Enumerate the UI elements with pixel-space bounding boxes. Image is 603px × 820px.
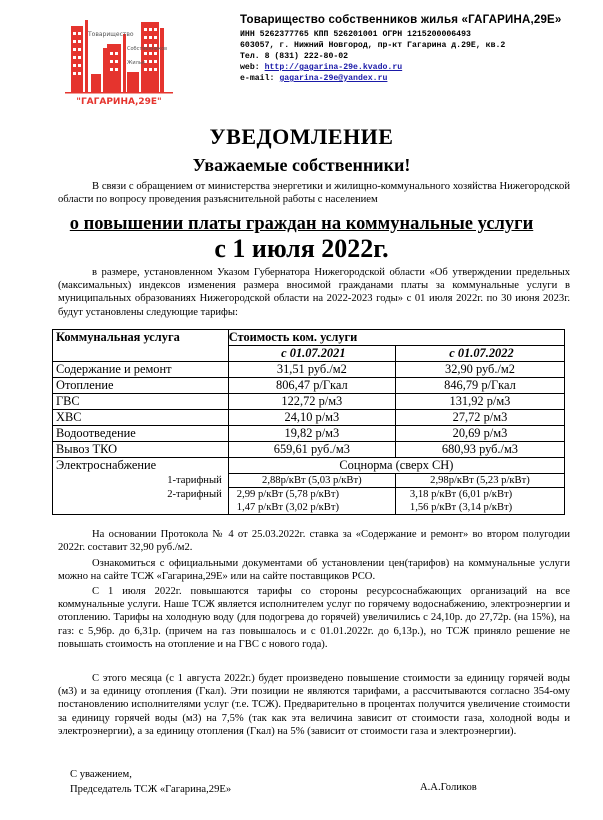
table-row-electricity bbox=[53, 458, 565, 474]
electricity-note: Соцнорма (сверх СН) bbox=[228, 458, 564, 474]
august-text: С этого месяца (с 1 августа 2022г.) будет произведено повышение стоимости за единицу горячей воды (м3) и за единицу отопления (Гкал). Эти позиции не являются тарифами, а рассчитываются согласно 354-ому постановлению исполнителями услуг (т.е. ТСЖ). Предварительно в процентах получится увеличение стоимости за единицу горячей воды (м3) на 7,5% (так как эта величина зависит от стоимости газа, холодной воды и электроэнергии), а за единицу отопления (Гкал) на 5% (зависит от стоимости газа и электроэнергии). bbox=[58, 673, 570, 737]
documents-text: Ознакомиться с официальными документами об установлении цен(тарифов) на коммунальные услуги можно на сайте ТСЖ «Гагарина,29Е» или на сайте поставщиков РСО. bbox=[58, 558, 570, 583]
tariff2-night-2022: 1,56 р/кВт (3,14 р/кВт) bbox=[409, 502, 513, 513]
signature-regards: С уважением, bbox=[70, 769, 132, 780]
organization-ids: ИНН 5262377765 КПП 526201001 ОГРН 1215200006493 bbox=[240, 30, 471, 39]
tariff-2022: 846,79 р/Гкал bbox=[395, 378, 564, 394]
subject-heading: о повышении платы граждан на коммунальные услуги bbox=[69, 214, 534, 234]
tariff-2022: 27,72 р/м3 bbox=[395, 410, 564, 426]
tariff-table bbox=[52, 329, 565, 515]
increase-paragraph bbox=[58, 585, 570, 651]
table-row bbox=[53, 362, 565, 378]
logo-mid-text: Собственников bbox=[127, 46, 168, 52]
service-name: Вывоз ТКО bbox=[53, 442, 229, 458]
email-link[interactable]: gagarina-29e@yandex.ru bbox=[279, 74, 388, 83]
web-label: web: bbox=[240, 63, 260, 72]
tariff2-2022 bbox=[395, 488, 564, 515]
table-row bbox=[53, 378, 565, 394]
organization-address: 603057, г. Нижний Новгород, пр-кт Гагарина д.29Е, кв.2 bbox=[240, 41, 506, 50]
table-row-tariff1 bbox=[53, 474, 565, 488]
website-link[interactable]: http://gagarina-29e.kvado.ru bbox=[264, 63, 403, 72]
table-row bbox=[53, 410, 565, 426]
logo-bottom-text: Жилья bbox=[127, 60, 145, 66]
hoa-logo bbox=[63, 14, 175, 106]
tariff-2022: 32,90 руб./м2 bbox=[395, 362, 564, 378]
service-name: Содержание и ремонт bbox=[53, 362, 229, 378]
web-line bbox=[240, 62, 590, 73]
table-row bbox=[53, 394, 565, 410]
column-header-cost: Стоимость ком. услуги bbox=[228, 330, 564, 346]
decree-text: в размере, установленном Указом Губернатора Нижегородской области «Об утверждении предельных (максимальных) индексов изменения размера вносимой гражданами платы за коммунальные услуги в муниципальных образованиях Нижегородской области на 2022-2023 годы» с 01 июля 2022г. по 30 июня 2023г. будут установлены следующие тарифы: bbox=[58, 267, 570, 318]
signature-block bbox=[70, 767, 231, 797]
tariff-2021: 31,51 руб./м2 bbox=[228, 362, 395, 378]
documents-paragraph bbox=[58, 557, 570, 583]
tariff2-night-2021: 1,47 р/кВт (3,02 р/кВт) bbox=[236, 502, 340, 513]
tariff1-2021: 2,88р/кВт (5,03 р/кВт) bbox=[228, 474, 395, 488]
email-line bbox=[240, 73, 590, 84]
tariff-2022: 20,69 р/м3 bbox=[395, 426, 564, 442]
email-label: e-mail: bbox=[240, 74, 275, 83]
table-row-tariff2 bbox=[53, 488, 565, 515]
tariff-2022: 131,92 р/м3 bbox=[395, 394, 564, 410]
decree-paragraph bbox=[58, 266, 570, 319]
table-row bbox=[53, 426, 565, 442]
column-header-2022: с 01.07.2022 bbox=[395, 346, 564, 362]
organization-name: Товарищество собственников жилья «ГАГАРИНА,29Е» bbox=[240, 14, 562, 26]
tariff-2021: 806,47 р/Гкал bbox=[228, 378, 395, 394]
intro-text: В связи с обращением от министерства энергетики и жилищно-коммунального хозяйства Нижегородской области по вопросу проведения разъяснительной работы с населением bbox=[58, 181, 570, 206]
logo-top-text: Товарищество bbox=[88, 31, 134, 38]
logo-name: "ГАГАРИНА,29Е" bbox=[76, 97, 162, 106]
table-row bbox=[53, 442, 565, 458]
column-header-service: Коммунальная услуга bbox=[53, 330, 229, 362]
tariff2-label: 2-тарифный bbox=[53, 488, 229, 515]
service-name: Электроснабжение bbox=[53, 458, 229, 474]
signature-position: Председатель ТСЖ «Гагарина,29Е» bbox=[70, 784, 232, 795]
organization-phone: Тел. 8 (831) 222-80-02 bbox=[240, 52, 349, 61]
tariff-2021: 122,72 р/м3 bbox=[228, 394, 395, 410]
tariff-2022: 680,93 руб./м3 bbox=[395, 442, 564, 458]
august-paragraph bbox=[58, 672, 570, 738]
tariff1-label: 1-тарифный bbox=[53, 474, 229, 488]
signature-name: А.А.Голиков bbox=[420, 782, 477, 793]
service-name: Отопление bbox=[53, 378, 229, 394]
greeting-heading: Уважаемые собственники! bbox=[192, 155, 411, 175]
protocol-text: На основании Протокола № 4 от 25.03.2022г. ставка за «Содержание и ремонт» во втором полугодии 2022г. составит 32,90 руб./м2. bbox=[58, 529, 570, 554]
notice-title: УВЕДОМЛЕНИЕ bbox=[209, 124, 394, 149]
tariff1-2022: 2,98р/кВт (5,23 р/кВт) bbox=[395, 474, 564, 488]
tariff-2021: 659,61 руб./м3 bbox=[228, 442, 395, 458]
intro-paragraph bbox=[58, 180, 570, 206]
tariff-2021: 24,10 р/м3 bbox=[228, 410, 395, 426]
protocol-paragraph bbox=[58, 528, 570, 554]
organization-header bbox=[240, 14, 590, 84]
service-name: ГВС bbox=[53, 394, 229, 410]
tariff2-day-2022: 3,18 р/кВт (6,01 р/кВт) bbox=[409, 489, 513, 500]
tariff2-2021 bbox=[228, 488, 395, 515]
tariff2-day-2021: 2,99 р/кВт (5,78 р/кВт) bbox=[236, 489, 340, 500]
tariff-2021: 19,82 р/м3 bbox=[228, 426, 395, 442]
service-name: Водоотведение bbox=[53, 426, 229, 442]
service-name: ХВС bbox=[53, 410, 229, 426]
increase-text: С 1 июля 2022г. повышаются тарифы со стороны ресурсоснабжающих организаций на все коммунальные услуги. Наше ТСЖ является исполнителем услуг по горячему водоснабжению, электроэнергии и отоплению. Тарифы на холодную воду (для подогрева до горячей) увеличились с 24,10р. до 27,72р. (на 15%), на газ: с 5,96р. до 6,31р. (причем на газ повышалось и с 01.01.2022г. до 6,13р.), но ТСЖ приняло решение не повышать стоимость на отопление и на ГВС с нового года). bbox=[58, 586, 570, 650]
date-heading: с 1 июля 2022г. bbox=[214, 234, 389, 263]
column-header-2021: с 01.07.2021 bbox=[228, 346, 395, 362]
